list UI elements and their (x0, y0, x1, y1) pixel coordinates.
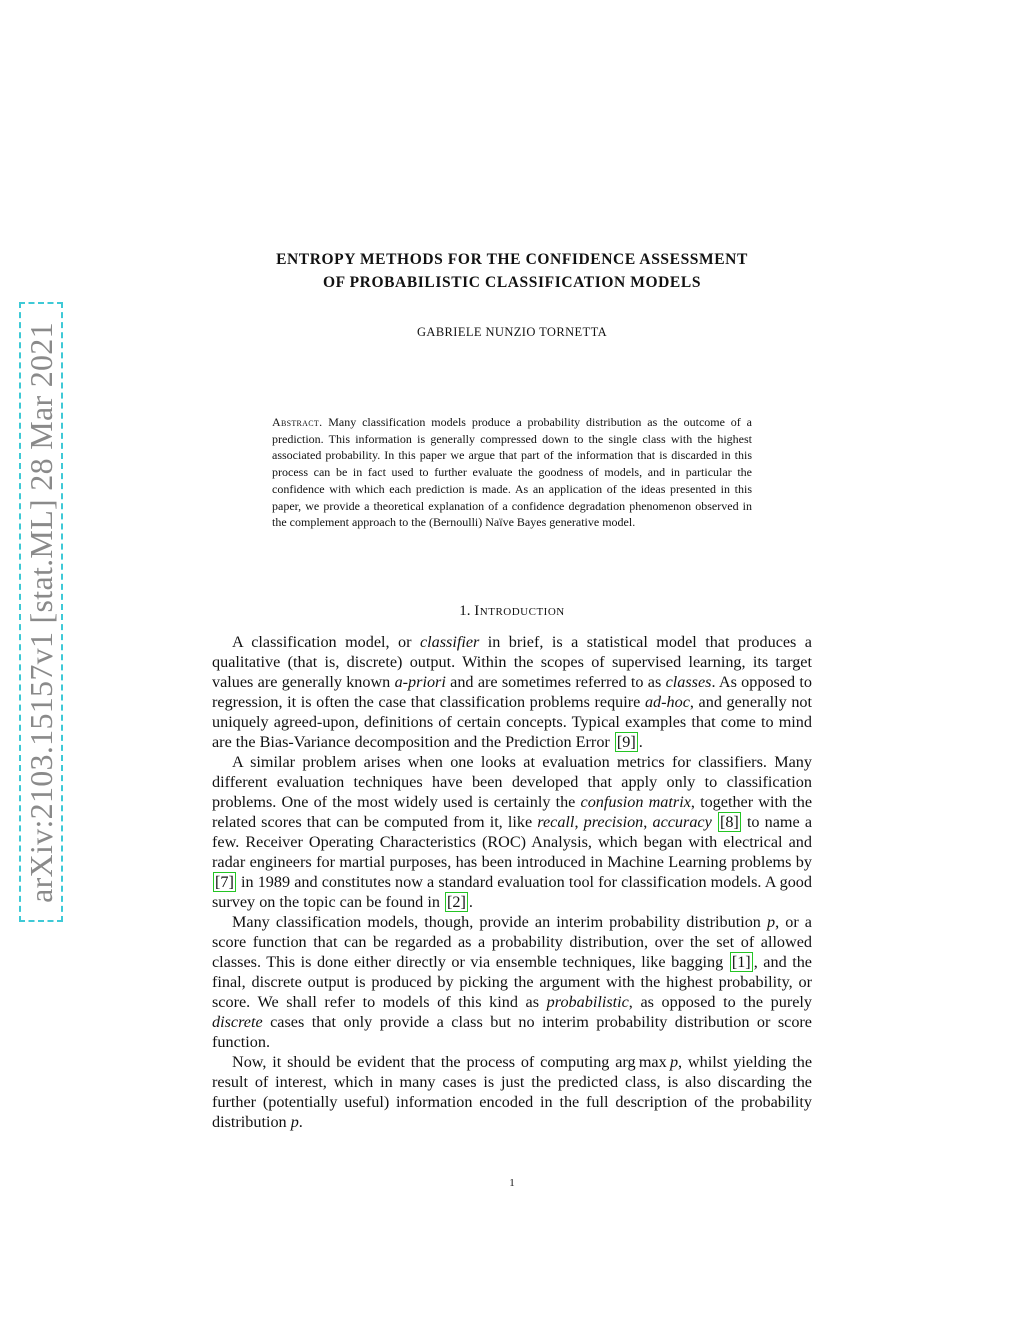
text-run: , whilst yielding the result of interest, which in many cases is just the predicted class, is also discarding the further (potentially useful) information encoded in the full description of the probability distribution (212, 1053, 812, 1131)
emphasis: accuracy (652, 813, 712, 831)
text-run: to name a few. Receiver Operating Characteristics (ROC) Analysis, which began with electrical and radar engineers for martial purposes, has been introduced in Machine Learning problems by (212, 813, 813, 871)
paper-title (180, 248, 844, 294)
abstract-text: Many classification models produce a probability distribution as the outcome of a prediction. This information is generally compressed down to the single class with the highest associated probability. In this paper we argue that part of the information that is discarded in this process can be in fact used to further evaluate the goodness of models, and in particular the confidence with which each prediction is made. As an application of the ideas presented in this paper, we provide a theoretical explanation of a confidence degradation phenomenon observed in the complement approach to the (Bernoulli) Naïve Bayes generative model. (272, 415, 752, 530)
emphasis: probabilistic (546, 993, 629, 1011)
citation-link[interactable]: [1] (731, 953, 751, 971)
text-run: , together with the related scores that can be computed from it, like (212, 793, 813, 831)
text-run: , and generally not uniquely agreed-upon, definitions of certain concepts. Typical examples that come to mind are the Bias-Variance decomposition and the Prediction Error (212, 693, 813, 751)
text-run: Many classification models, though, provide an interim probability distribution (232, 913, 767, 931)
emphasis: discrete (212, 1013, 263, 1031)
emphasis: p (290, 1113, 299, 1131)
paragraph-3 (212, 912, 812, 1052)
title-line-1: ENTROPY METHODS FOR THE CONFIDENCE ASSESSMENT (276, 251, 748, 268)
emphasis: a-priori (394, 673, 446, 691)
text-run: and are sometimes referred to as (445, 673, 666, 691)
section-title: Introduction (474, 603, 565, 619)
emphasis: confusion matrix (580, 793, 691, 811)
text-run: , as opposed to the purely (628, 993, 812, 1011)
citation-link[interactable]: [7] (215, 873, 234, 891)
arxiv-identifier[interactable]: arXiv:2103.15157v1 [stat.ML] 28 Mar 2021 (22, 321, 59, 903)
text-run: in brief, is a statistical model that produces a qualitative (that is, discrete) output. Within the scopes of supervised learning, its target values are generally known (212, 633, 812, 691)
emphasis: classes (665, 673, 712, 691)
text-run: . (638, 733, 643, 751)
text-run: , (643, 813, 653, 831)
text-run: . As opposed to regression, it is often the case that classification problems require (212, 673, 813, 711)
emphasis: p (767, 913, 776, 931)
author-name: GABRIELE NUNZIO TORNETTA (416, 325, 608, 339)
citation-link[interactable]: [9] (616, 733, 636, 751)
text-run: cases that only provide a class but no interim probability distribution or score function. (212, 1013, 812, 1051)
text-run (712, 813, 717, 831)
emphasis: classifier (419, 633, 480, 651)
text-run: Now, it should be evident that the process of computing arg max (232, 1053, 670, 1071)
arxiv-sidebar-stamp (19, 302, 63, 922)
citation-link[interactable]: [8] (719, 813, 739, 831)
text-run: , (574, 813, 584, 831)
paragraph-2 (212, 752, 812, 912)
paragraph-4 (212, 1052, 812, 1132)
abstract-label: Abstract. (272, 415, 323, 429)
emphasis: ad-hoc (644, 693, 690, 711)
text-run: , or a score function that can be regarded as a probability distribution, over the set of allowed classes. This is done either directly or via ensemble techniques, like bagging (212, 913, 812, 971)
emphasis: p (669, 1053, 679, 1071)
citation-link[interactable]: [2] (446, 893, 466, 911)
abstract (272, 414, 752, 531)
text-run: in 1989 and constitutes now a standard evaluation tool for classification models. A good survey on the topic can be found in (212, 873, 812, 911)
section-heading (212, 603, 812, 620)
section-number: 1. (459, 603, 471, 619)
text-run: A classification model, or (232, 633, 420, 651)
emphasis: precision (583, 813, 644, 831)
title-line-2: OF PROBABILISTIC CLASSIFICATION MODELS (322, 274, 702, 291)
text-run: A similar problem arises when one looks at evaluation metrics for classifiers. Many different evaluation techniques have been developed that apply only to classification problems. One of the most widely used is certainly the (212, 753, 812, 811)
page-number: 1 (509, 1177, 515, 1189)
body-text (212, 632, 812, 1132)
emphasis: recall (537, 813, 575, 831)
paragraph-1 (212, 632, 812, 752)
text-run: , and the final, discrete output is produced by picking the argument with the highest probability, or score. We shall refer to models of this kind as (212, 953, 812, 1011)
text-run: . (468, 893, 473, 911)
text-run: . (298, 1113, 303, 1131)
